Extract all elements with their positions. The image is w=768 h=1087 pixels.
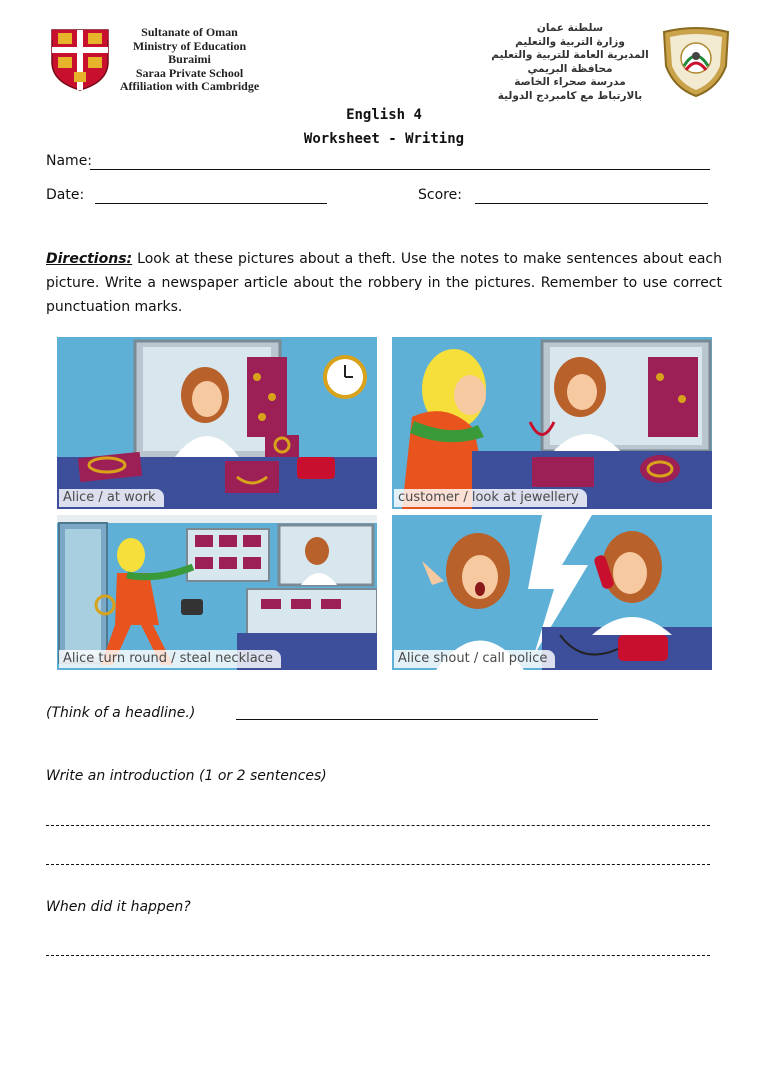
- picture-caption: customer / look at jewellery: [394, 489, 587, 507]
- header-line: Ministry of Education: [132, 38, 247, 53]
- header-line-ar: بالارتباط مع كامبردج الدولية: [497, 89, 643, 102]
- header-line: Saraa Private School: [135, 65, 244, 80]
- name-label: Name:: [46, 153, 93, 169]
- directions-paragraph: [46, 247, 722, 319]
- header-line-ar: محافظة البريمي: [527, 62, 613, 75]
- header-line-ar: وزارة التربية والتعليم: [515, 35, 625, 48]
- alice-at-work-illustration: [57, 337, 377, 509]
- picture-panel-1: [57, 337, 377, 509]
- name-field[interactable]: [90, 169, 710, 170]
- alice-turns-and-necklace-stolen-illustration: [57, 515, 377, 670]
- score-field[interactable]: [475, 203, 708, 204]
- picture-panel-4: [392, 515, 712, 670]
- worksheet-subject: English 4: [346, 107, 422, 123]
- introduction-answer-line-2[interactable]: [46, 864, 710, 865]
- header-line: Sultanate of Oman: [141, 25, 238, 39]
- cambridge-crest-icon: [50, 28, 110, 92]
- header-line-ar: المديرية العامة للتربية والتعليم: [491, 49, 649, 61]
- when-answer-line[interactable]: [46, 955, 710, 956]
- directions-text: Look at these pictures about a theft. Use the notes to make sentences about each picture. Write a newspaper article about the robbery in the pictures. Remember to use correct punctuation marks.: [46, 251, 722, 315]
- picture-caption: Alice shout / call police: [394, 650, 555, 668]
- worksheet-title: Worksheet - Writing: [303, 131, 465, 147]
- ministry-badge-icon: [656, 26, 736, 98]
- score-label: Score:: [418, 187, 462, 203]
- picture-panel-3: [57, 515, 377, 670]
- picture-caption: Alice / at work: [59, 489, 164, 507]
- header-line-ar: مدرسة صحراء الخاصة: [514, 76, 626, 88]
- introduction-prompt: Write an introduction (1 or 2 sentences): [46, 768, 327, 784]
- picture-caption: Alice turn round / steal necklace: [59, 650, 281, 668]
- header-line: Affiliation with Cambridge: [119, 79, 260, 93]
- headline-prompt: (Think of a headline.): [46, 705, 196, 721]
- alice-shouts-and-calls-police-illustration: [392, 515, 712, 670]
- picture-panel-2: [392, 337, 712, 509]
- header-line: Buraimi: [168, 52, 211, 66]
- directions-label: Directions:: [46, 251, 133, 267]
- introduction-answer-line-1[interactable]: [46, 825, 710, 826]
- date-field[interactable]: [95, 203, 327, 204]
- header-line-ar: سلطنة عمان: [536, 22, 604, 34]
- date-label: Date:: [46, 187, 85, 203]
- customer-looks-at-jewellery-illustration: [392, 337, 712, 509]
- school-header-arabic: [490, 22, 650, 103]
- headline-answer-line[interactable]: [236, 719, 598, 720]
- school-header-english: [112, 26, 267, 94]
- when-prompt: When did it happen?: [46, 899, 191, 915]
